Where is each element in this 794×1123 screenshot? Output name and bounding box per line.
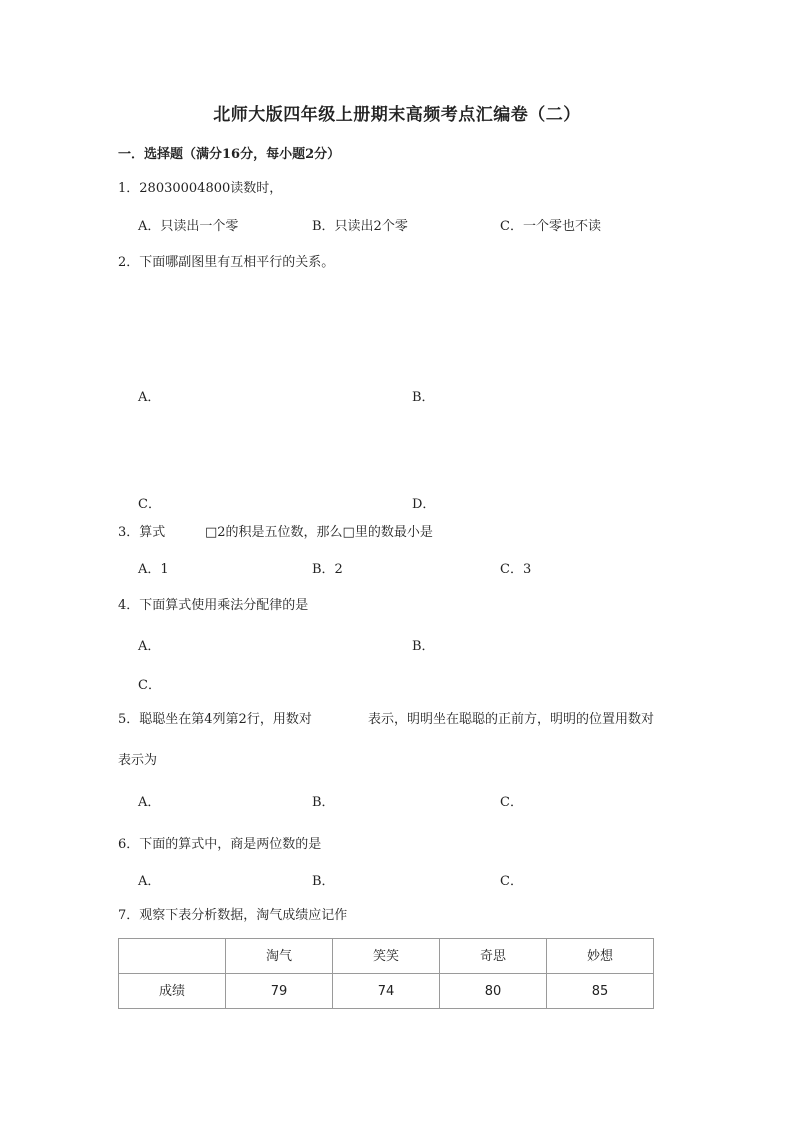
table-header-row bbox=[119, 939, 654, 974]
question-4-option-c: C． bbox=[138, 678, 161, 693]
question-6-text: 6．下面的算式中，商是两位数的是 bbox=[118, 837, 322, 852]
question-5-text-end: 表示为 bbox=[118, 753, 158, 768]
section-heading: 一．选择题（满分16分，每小题2分） bbox=[118, 147, 341, 162]
table-header-cell: 妙想 bbox=[547, 939, 654, 974]
table-cell: 80 bbox=[440, 974, 547, 1009]
question-4-text: 4．下面算式使用乘法分配律的是 bbox=[118, 598, 309, 613]
question-6-option-a: A． bbox=[138, 874, 161, 889]
question-3-text-start: 3．算式 bbox=[118, 525, 166, 540]
question-1-option-a: A．只读出一个零 bbox=[138, 219, 239, 234]
question-3-option-b: B．2 bbox=[312, 562, 343, 577]
question-1-text: 1．28030004800读数时， bbox=[118, 181, 283, 196]
table-cell: 74 bbox=[333, 974, 440, 1009]
question-2-option-a: A． bbox=[138, 390, 161, 405]
question-3-option-a: A．1 bbox=[138, 562, 169, 577]
question-2-option-b: B． bbox=[412, 390, 435, 405]
question-4-option-b: B． bbox=[412, 639, 435, 654]
question-2-text: 2．下面哪副图里有互相平行的关系。 bbox=[118, 255, 335, 270]
question-1-option-b: B．只读出2个零 bbox=[312, 219, 408, 234]
question-3-text-end: □2的积是五位数，那么□里的数最小是 bbox=[205, 525, 433, 540]
question-3-option-c: C．3 bbox=[500, 562, 532, 577]
question-6-option-c: C． bbox=[500, 874, 523, 889]
question-2-option-d: D． bbox=[412, 497, 436, 512]
question-6-option-b: B． bbox=[312, 874, 335, 889]
table-cell: 成绩 bbox=[119, 974, 226, 1009]
page-title: 北师大版四年级上册期末高频考点汇编卷（二） bbox=[213, 105, 581, 125]
table-cell: 79 bbox=[226, 974, 333, 1009]
question-2-option-c: C． bbox=[138, 497, 161, 512]
table-cell: 85 bbox=[547, 974, 654, 1009]
question-5-option-b: B． bbox=[312, 795, 335, 810]
question-5-text-start: 5．聪聪坐在第4列第2行，用数对 bbox=[118, 712, 312, 727]
table-header-cell: 笑笑 bbox=[333, 939, 440, 974]
table-header-cell: 奇思 bbox=[440, 939, 547, 974]
table-header-cell: 淘气 bbox=[226, 939, 333, 974]
table-header-cell bbox=[119, 939, 226, 974]
question-5-option-a: A． bbox=[138, 795, 161, 810]
question-7-text: 7．观察下表分析数据，淘气成绩应记作 bbox=[118, 908, 348, 923]
question-5-text-middle: 表示，明明坐在聪聪的正前方，明明的位置用数对 bbox=[368, 712, 655, 727]
question-1-option-c: C．一个零也不读 bbox=[500, 219, 601, 234]
question-4-option-a: A． bbox=[138, 639, 161, 654]
score-table bbox=[118, 938, 654, 1009]
table-row bbox=[119, 974, 654, 1009]
question-5-option-c: C． bbox=[500, 795, 523, 810]
